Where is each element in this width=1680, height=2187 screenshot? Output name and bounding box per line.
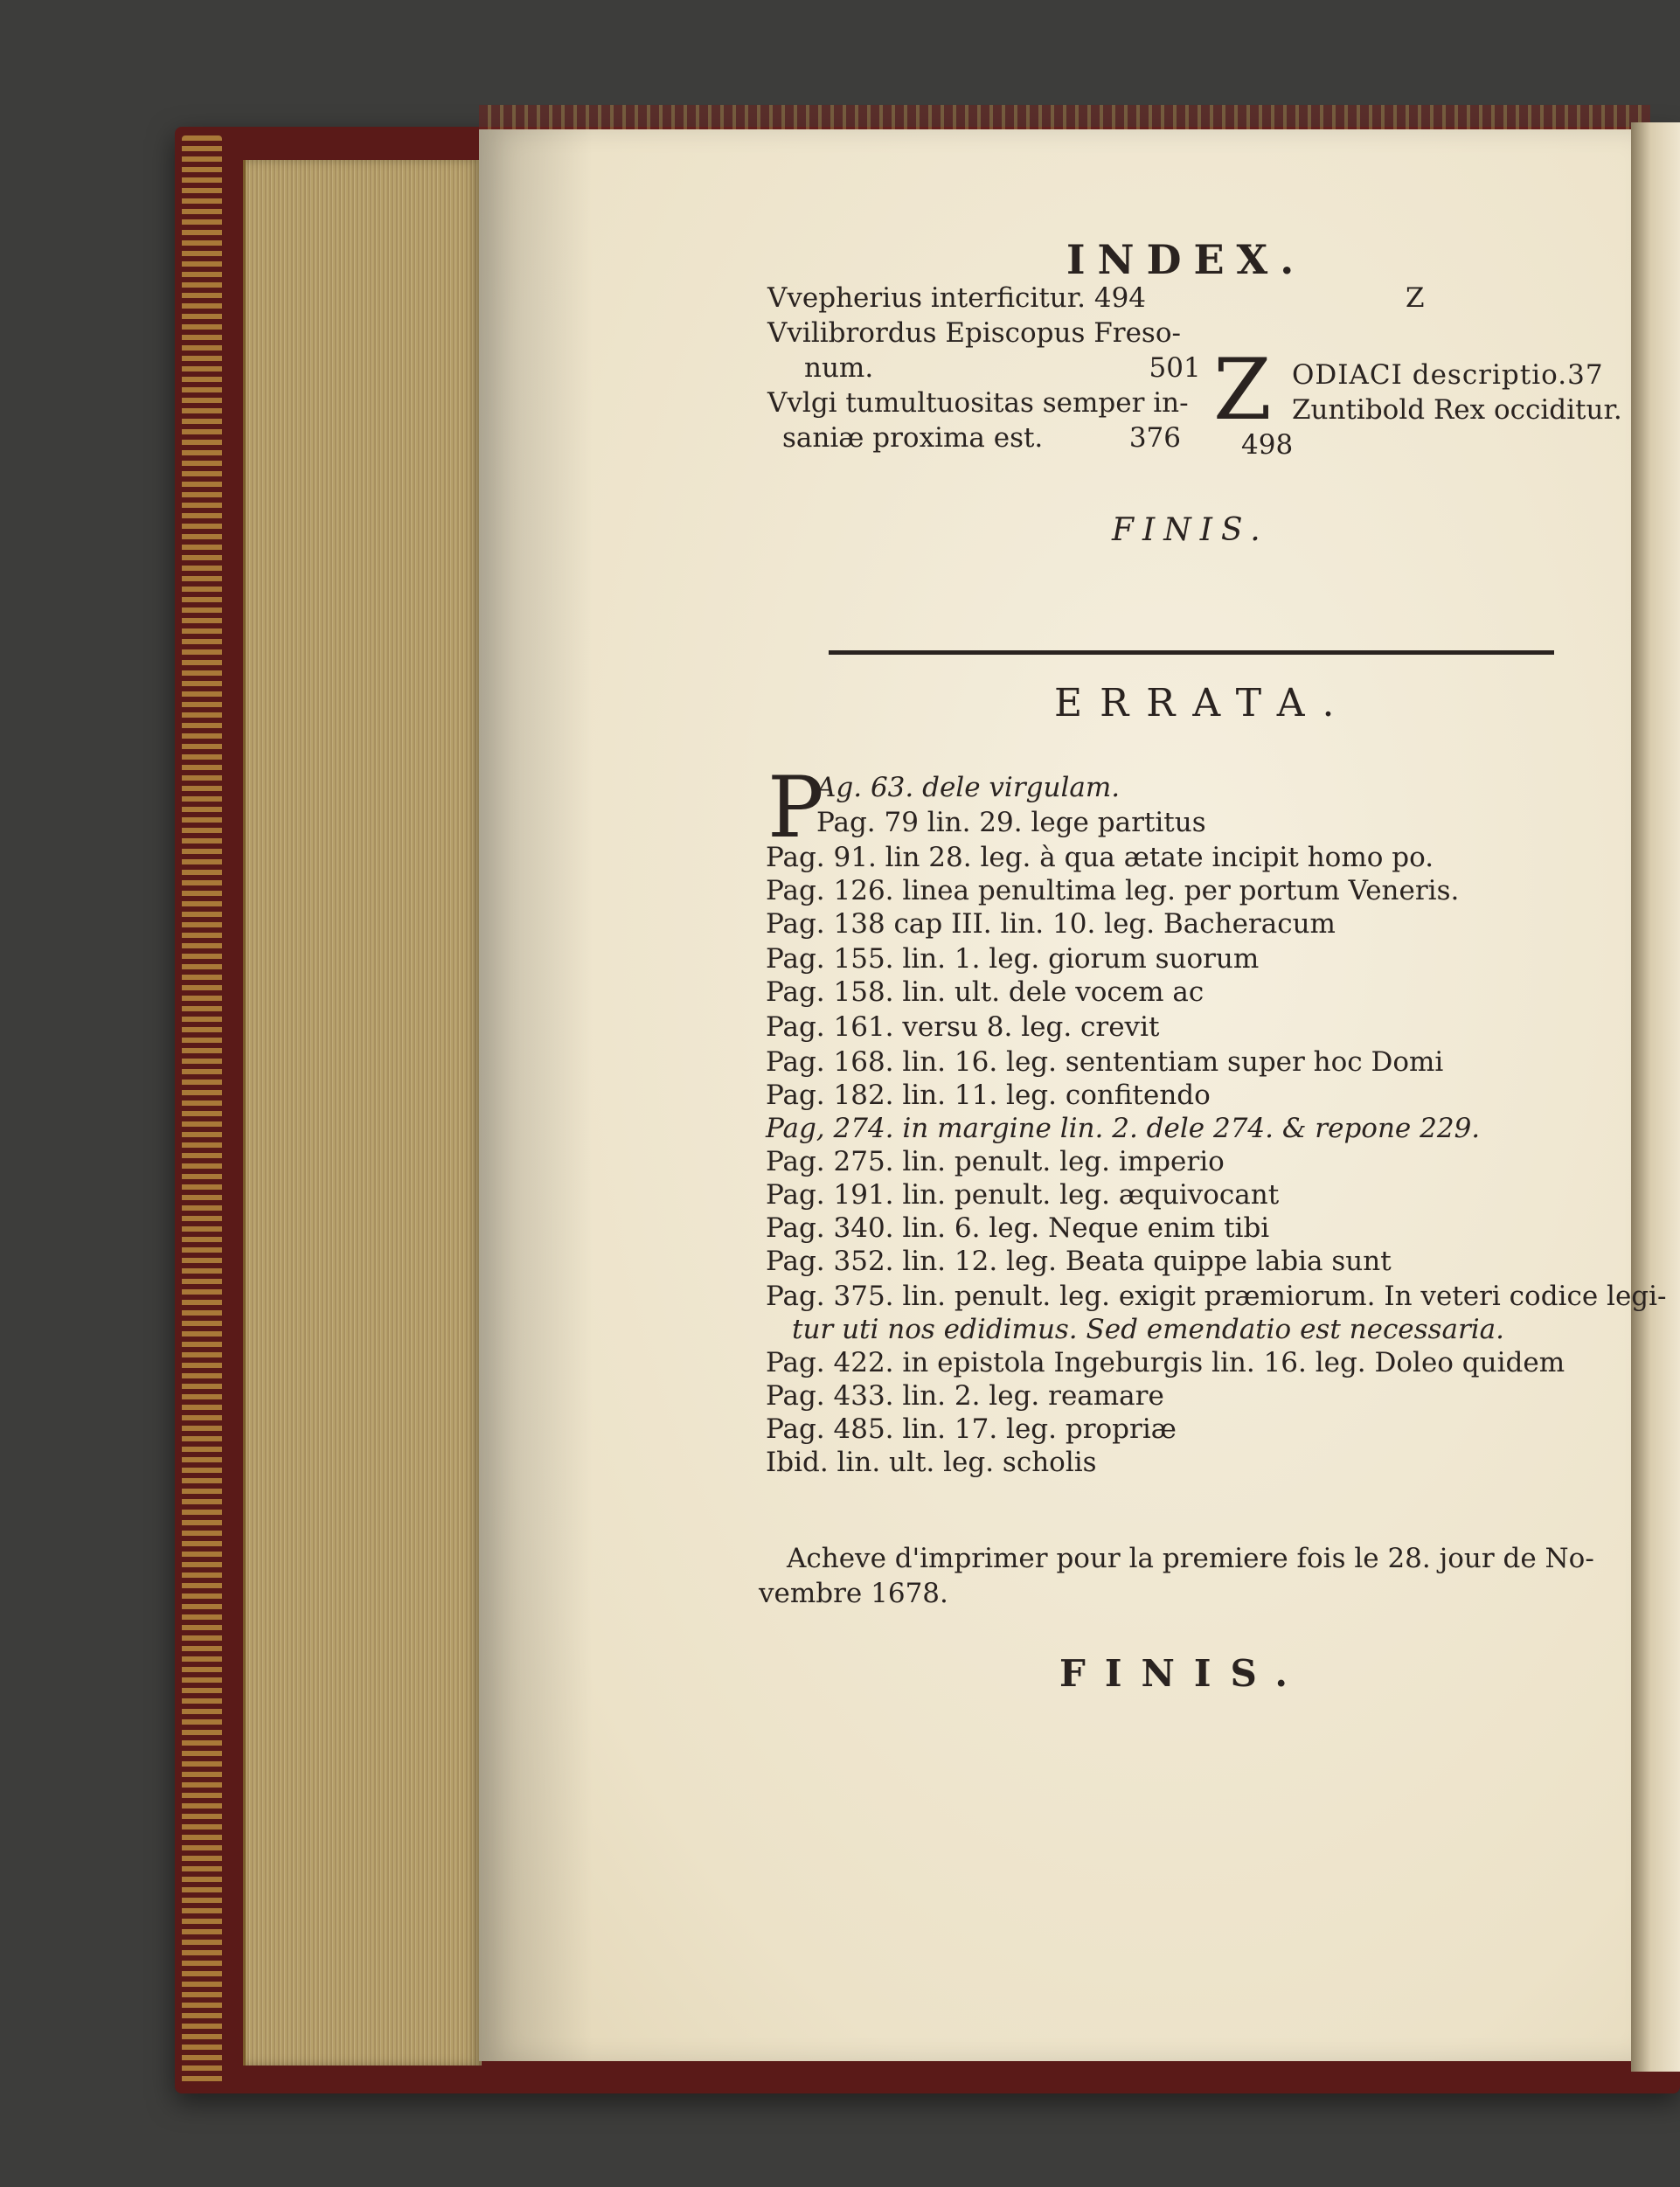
errata-line: Pag. 168. lin. 16. leg. sententiam super hoc Domi bbox=[766, 1046, 1444, 1078]
errata-line: tur uti nos edidimus. Sed emendatio est necessaria. bbox=[792, 1314, 1505, 1345]
errata-line: Pag. 158. lin. ult. dele vocem ac bbox=[766, 976, 1204, 1008]
finis-index: FINIS. bbox=[1112, 512, 1269, 548]
finis-final: FINIS. bbox=[1059, 1652, 1307, 1695]
index-entry: Vvilibrordus Episcopus Freso- bbox=[767, 317, 1181, 349]
gilt-border bbox=[182, 135, 222, 2085]
book-gutter bbox=[1631, 122, 1680, 2072]
errata-line: Pag. 375. lin. penult. leg. exigit præmiorum. In veteri codice legi- bbox=[766, 1281, 1667, 1312]
section-rule bbox=[829, 650, 1554, 655]
errata-drop-cap: P bbox=[767, 759, 824, 857]
errata-line: Pag. 191. lin. penult. leg. æquivocant bbox=[766, 1179, 1280, 1211]
index-section-letter: Z bbox=[1406, 282, 1425, 314]
errata-title: ERRATA. bbox=[1054, 681, 1352, 726]
errata-line: Pag. 352. lin. 12. leg. Beata quippe labia sunt bbox=[766, 1246, 1392, 1277]
index-entry: Zuntibold Rex occiditur. bbox=[1292, 394, 1622, 426]
colophon-line: Acheve d'imprimer pour la premiere fois le 28. jour de No- bbox=[787, 1543, 1594, 1574]
errata-line: Pag. 155. lin. 1. leg. giorum suorum bbox=[766, 943, 1260, 975]
running-head: INDEX. bbox=[1066, 236, 1307, 283]
errata-line: Pag, 274. in margine lin. 2. dele 274. & repone 229. bbox=[766, 1113, 1481, 1144]
errata-line: Pag. 433. lin. 2. leg. reamare bbox=[766, 1380, 1164, 1412]
errata-line: Pag. 91. lin 28. leg. à qua ætate incipit homo po. bbox=[766, 842, 1434, 873]
index-entry: saniæ proxima est. 376 bbox=[782, 422, 1181, 454]
colophon-line: vembre 1678. bbox=[759, 1578, 948, 1609]
errata-line: Pag. 79 lin. 29. lege partitus bbox=[816, 807, 1206, 838]
errata-line: Pag. 422. in epistola Ingeburgis lin. 16. leg. Doleo quidem bbox=[766, 1347, 1565, 1378]
errata-line: Pag. 485. lin. 17. leg. propriæ bbox=[766, 1413, 1177, 1445]
errata-line: Pag. 340. lin. 6. leg. Neque enim tibi bbox=[766, 1212, 1270, 1244]
errata-line: Ag. 63. dele virgulam. bbox=[816, 772, 1121, 803]
errata-line: Pag. 161. versu 8. leg. crevit bbox=[766, 1011, 1160, 1043]
errata-line: Pag. 138 cap III. lin. 10. leg. Bacheracum bbox=[766, 908, 1336, 940]
errata-line: Pag. 182. lin. 11. leg. confitendo bbox=[766, 1080, 1211, 1111]
errata-line: Pag. 126. linea penultima leg. per portum Veneris. bbox=[766, 875, 1460, 906]
index-drop-cap: Z bbox=[1213, 341, 1272, 439]
index-entry: Vvepherius interficitur. 494 bbox=[767, 282, 1147, 314]
errata-line: Ibid. lin. ult. leg. scholis bbox=[766, 1447, 1097, 1478]
errata-line: Pag. 275. lin. penult. leg. imperio bbox=[766, 1146, 1225, 1177]
index-entry: 498 bbox=[1241, 429, 1294, 461]
page-edges bbox=[243, 160, 482, 2066]
index-entry: Vvlgi tumultuositas semper in- bbox=[767, 387, 1189, 419]
index-entry: num. 501 bbox=[804, 352, 1201, 384]
page-shadow bbox=[479, 129, 593, 2061]
index-entry: ODIACI descriptio.37 bbox=[1292, 359, 1604, 391]
